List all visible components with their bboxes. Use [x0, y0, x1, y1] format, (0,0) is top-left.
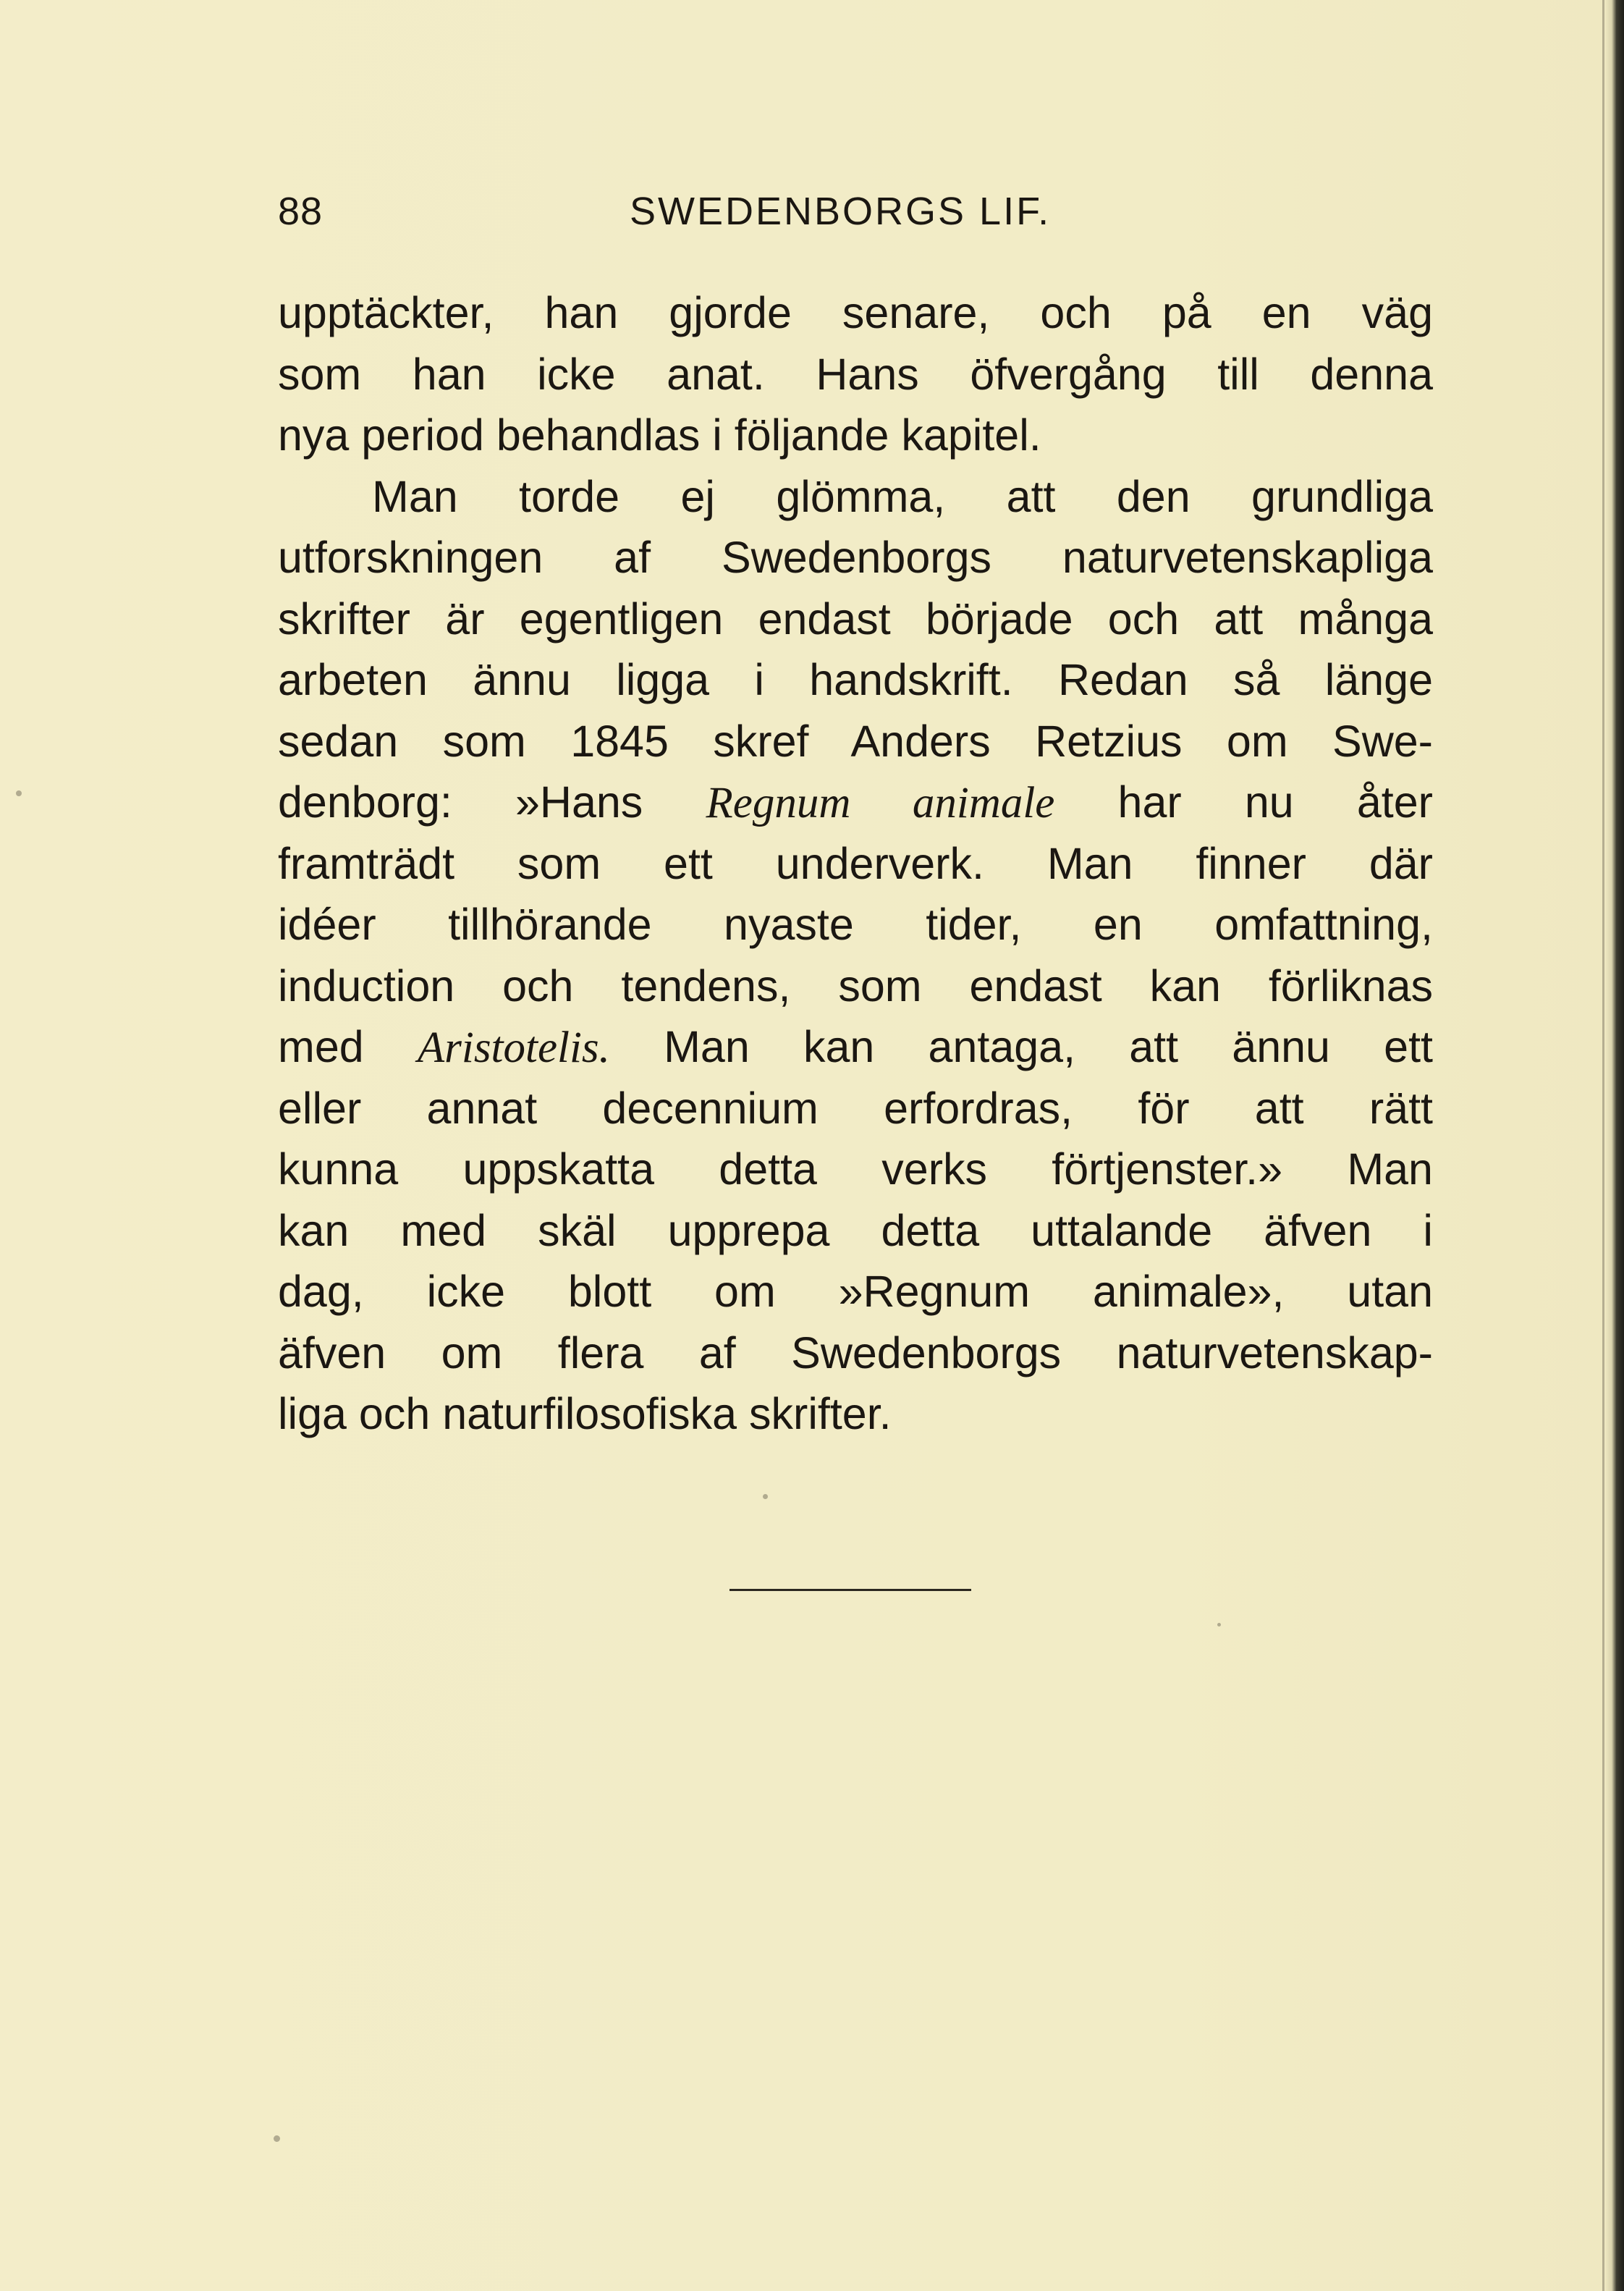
paper-speck	[16, 790, 22, 796]
italic-name: Aristotelis.	[417, 1024, 610, 1072]
text-line: äfven om flera af Swedenborgs naturvetenskap-	[278, 1328, 1433, 1377]
text-line: eller annat decennium erfordras, för att rätt	[278, 1083, 1433, 1133]
text-line: kunna uppskatta detta verks förtjenster.» Man	[278, 1144, 1433, 1194]
text-line: utforskningen af Swedenborgs naturvetenskapliga	[278, 533, 1433, 582]
text-line: nya period behandlas i följande kapitel.	[278, 410, 1041, 460]
italic-title: Regnum animale	[706, 779, 1055, 827]
page-edge-line	[1602, 0, 1604, 2291]
page-edge-shadow	[1605, 0, 1624, 2291]
section-divider	[729, 1589, 971, 1591]
text-line-with-italic	[278, 1016, 1433, 1078]
text-line: idéer tillhörande nyaste tider, en omfattning,	[278, 900, 1433, 949]
text-line: upptäckter, han gjorde senare, och på en väg	[278, 288, 1433, 337]
page-number: 88	[278, 190, 323, 233]
paper-speck	[274, 2135, 280, 2142]
text-line: dag, icke blott om »Regnum animale», utan	[278, 1267, 1433, 1316]
paper-speck	[763, 1494, 768, 1499]
text-segment: med	[278, 1022, 418, 1071]
text-segment: Man kan antaga, att ännu ett	[609, 1022, 1433, 1071]
text-line: framträdt som ett underverk. Man finner där	[278, 838, 1433, 888]
running-title: SWEDENBORGS LIF.	[630, 190, 1052, 233]
text-line: arbeten ännu ligga i handskrift. Redan så länge	[278, 655, 1433, 704]
text-line-with-italic	[278, 772, 1433, 833]
text-line: skrifter är egentligen endast började och att många	[278, 594, 1433, 644]
text-line: sedan som 1845 skref Anders Retzius om Swe-	[278, 716, 1433, 766]
text-line: som han icke anat. Hans öfvergång till denna	[278, 349, 1433, 399]
body-text	[278, 282, 1433, 1445]
paper-speck	[1217, 1623, 1221, 1627]
paragraph-start-line: Man torde ej glömma, att den grundliga	[372, 471, 1433, 521]
text-line: liga och naturfilosofiska skrifter.	[278, 1389, 892, 1438]
text-line: induction och tendens, som endast kan förliknas	[278, 961, 1433, 1011]
page-header	[278, 182, 1429, 240]
text-segment: denborg: »Hans	[278, 777, 706, 827]
text-line: kan med skäl upprepa detta uttalande äfven i	[278, 1205, 1433, 1255]
text-segment: har nu åter	[1054, 777, 1433, 827]
